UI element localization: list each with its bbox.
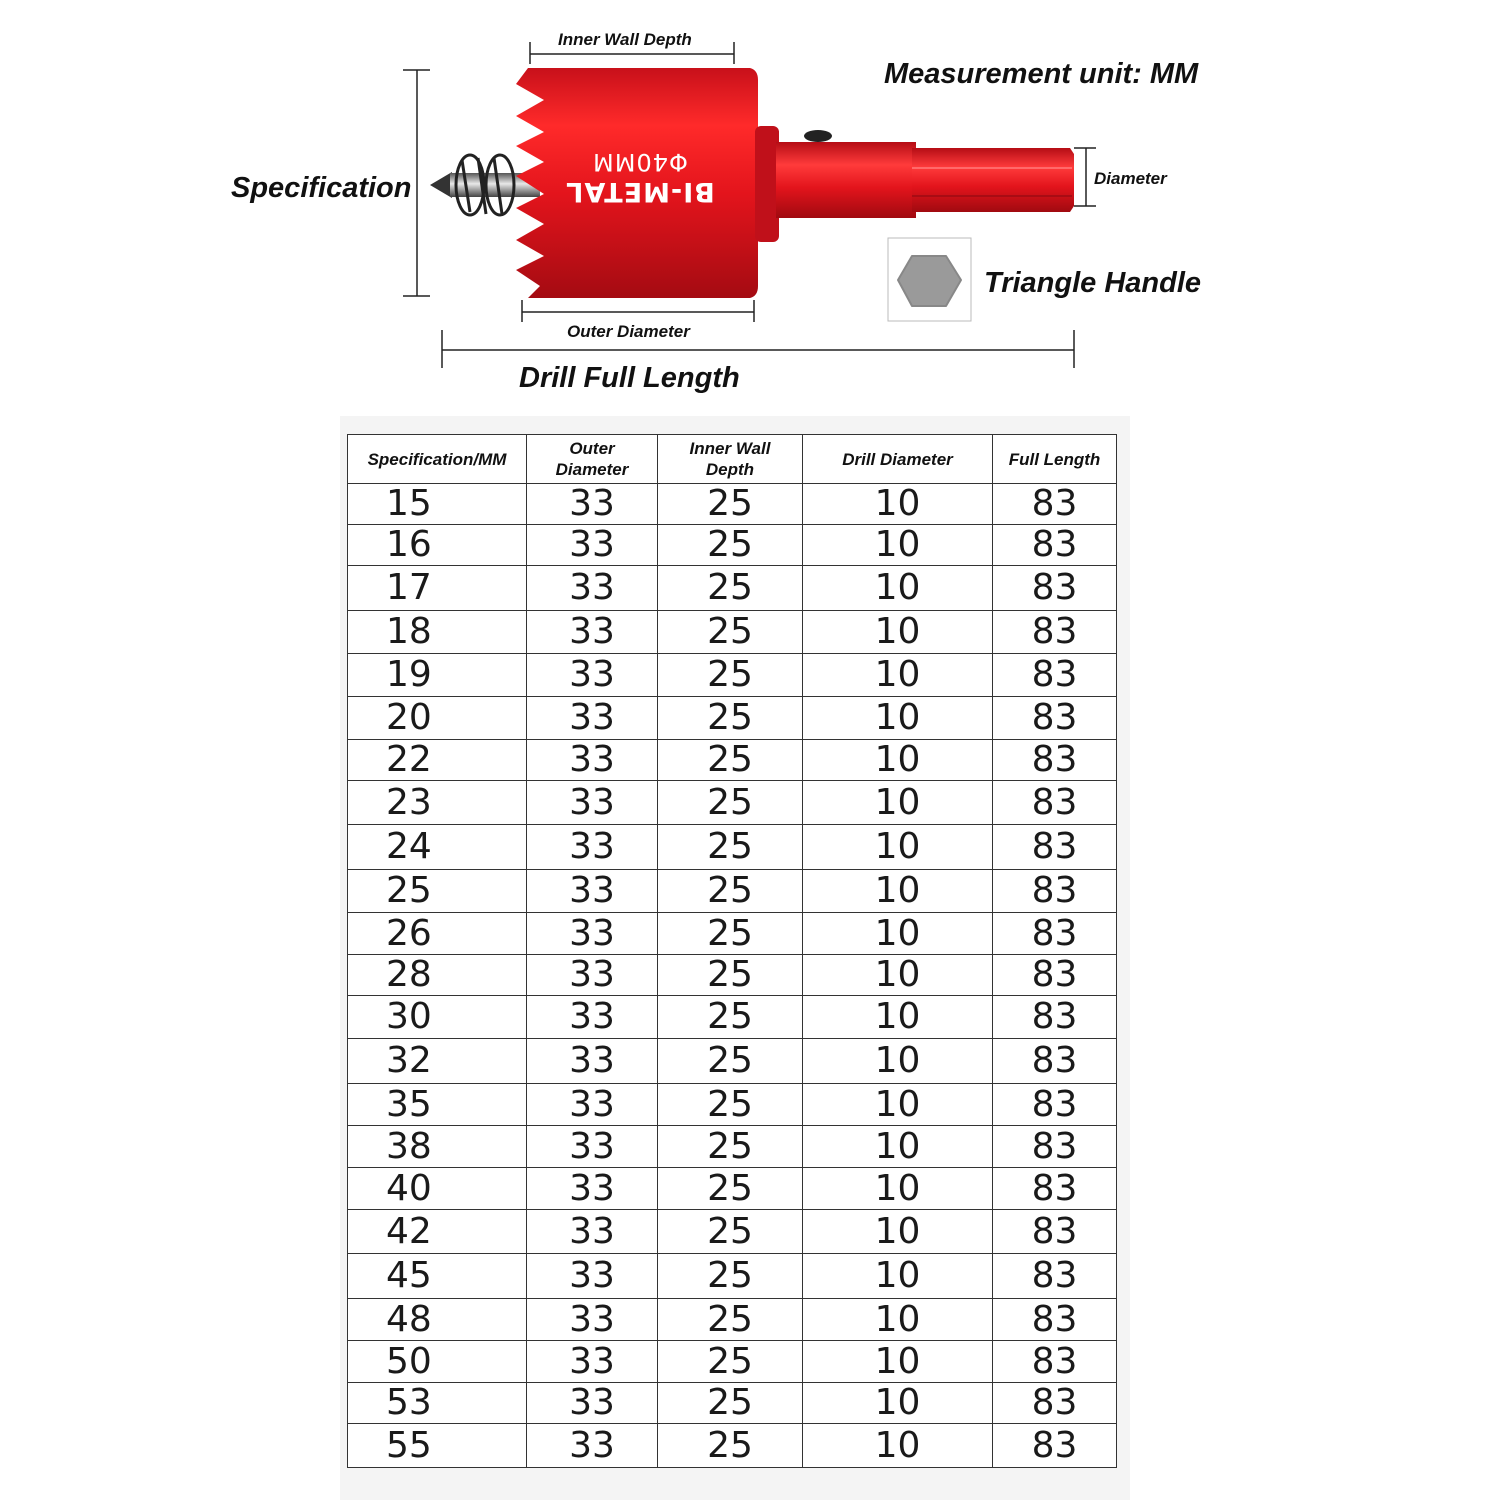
cell-drill-diameter: 10: [803, 870, 993, 913]
inner-wall-depth-label: Inner Wall Depth: [558, 30, 692, 49]
cell-drill-diameter: 10: [803, 913, 993, 955]
table-row: [348, 525, 1117, 566]
table-row: [348, 1383, 1117, 1424]
cell-full-length: 83: [993, 1039, 1117, 1084]
cell-full-length: 83: [993, 1084, 1117, 1126]
table-row: [348, 1084, 1117, 1126]
cell-drill-diameter: 10: [803, 1299, 993, 1341]
body-print: [560, 148, 720, 207]
triangle-handle-label: Triangle Handle: [984, 267, 1202, 299]
cell-specification: 45: [348, 1254, 527, 1299]
hole-saw-diagram: [0, 0, 1500, 410]
cell-drill-diameter: 10: [803, 825, 993, 870]
header-full-length-text: Full Length: [1008, 449, 1101, 469]
cell-full-length: 83: [993, 525, 1117, 566]
cell-full-length: 83: [993, 566, 1117, 611]
diameter-dimension: [1074, 148, 1096, 206]
cell-outer-diameter: 33: [527, 611, 658, 654]
cell-drill-diameter: 10: [803, 740, 993, 781]
header-drill-diameter-text: Drill Diameter: [842, 449, 953, 469]
header-specification: [348, 435, 527, 484]
cell-drill-diameter: 10: [803, 1383, 993, 1424]
cell-specification: 30: [348, 996, 527, 1039]
cell-specification: 22: [348, 740, 527, 781]
cell-drill-diameter: 10: [803, 1424, 993, 1468]
cell-drill-diameter: 10: [803, 697, 993, 740]
cell-full-length: 83: [993, 1424, 1117, 1468]
cell-outer-diameter: 33: [527, 870, 658, 913]
table-row: [348, 566, 1117, 611]
cell-outer-diameter: 33: [527, 825, 658, 870]
cell-outer-diameter: 33: [527, 1299, 658, 1341]
cell-inner-wall-depth: 25: [658, 1039, 803, 1084]
cell-outer-diameter: 33: [527, 781, 658, 825]
outer-diameter-dimension: [522, 300, 754, 322]
outer-diameter-label: Outer Diameter: [567, 322, 690, 341]
cell-specification: 19: [348, 654, 527, 697]
cell-inner-wall-depth: 25: [658, 1084, 803, 1126]
cell-inner-wall-depth: 25: [658, 1210, 803, 1254]
cell-outer-diameter: 33: [527, 1383, 658, 1424]
cell-inner-wall-depth: 25: [658, 611, 803, 654]
cell-full-length: 83: [993, 697, 1117, 740]
cell-drill-diameter: 10: [803, 1254, 993, 1299]
cell-specification: 23: [348, 781, 527, 825]
cell-outer-diameter: 33: [527, 1424, 658, 1468]
table-row: [348, 697, 1117, 740]
cell-inner-wall-depth: 25: [658, 870, 803, 913]
cell-drill-diameter: 10: [803, 1210, 993, 1254]
table-row: [348, 1254, 1117, 1299]
cell-full-length: 83: [993, 825, 1117, 870]
cell-drill-diameter: 10: [803, 996, 993, 1039]
cell-outer-diameter: 33: [527, 955, 658, 996]
cell-drill-diameter: 10: [803, 1084, 993, 1126]
cell-drill-diameter: 10: [803, 1341, 993, 1383]
header-outer-diameter: [527, 435, 658, 484]
cell-outer-diameter: 33: [527, 525, 658, 566]
cell-full-length: 83: [993, 1254, 1117, 1299]
header-outer-diameter-line1: Outer: [569, 439, 615, 458]
cell-specification: 32: [348, 1039, 527, 1084]
cell-inner-wall-depth: 25: [658, 697, 803, 740]
cell-specification: 28: [348, 955, 527, 996]
cell-inner-wall-depth: 25: [658, 1341, 803, 1383]
cell-full-length: 83: [993, 1210, 1117, 1254]
cell-outer-diameter: 33: [527, 1210, 658, 1254]
cell-inner-wall-depth: 25: [658, 955, 803, 996]
cell-full-length: 83: [993, 1341, 1117, 1383]
cell-full-length: 83: [993, 955, 1117, 996]
cell-inner-wall-depth: 25: [658, 913, 803, 955]
header-drill-diameter: [803, 435, 993, 484]
cell-outer-diameter: 33: [527, 654, 658, 697]
cell-drill-diameter: 10: [803, 1126, 993, 1168]
cell-outer-diameter: 33: [527, 740, 658, 781]
header-inner-wall-depth-line1: Inner Wall: [689, 439, 771, 458]
header-inner-wall-depth-line2: Depth: [705, 460, 755, 479]
table-row: [348, 654, 1117, 697]
spec-table-body: [348, 484, 1117, 1468]
body-print-line2: Φ40MM: [592, 148, 688, 176]
table-row: [348, 1168, 1117, 1210]
drill-full-length-label: Drill Full Length: [519, 362, 740, 394]
cell-inner-wall-depth: 25: [658, 740, 803, 781]
table-row: [348, 825, 1117, 870]
spec-table: [347, 434, 1117, 1468]
table-row: [348, 1039, 1117, 1084]
cell-full-length: 83: [993, 1383, 1117, 1424]
cell-specification: 15: [348, 484, 527, 525]
cell-outer-diameter: 33: [527, 697, 658, 740]
cell-drill-diameter: 10: [803, 611, 993, 654]
cell-specification: 18: [348, 611, 527, 654]
cell-full-length: 83: [993, 996, 1117, 1039]
cell-drill-diameter: 10: [803, 955, 993, 996]
table-row: [348, 955, 1117, 996]
table-row: [348, 870, 1117, 913]
diameter-label: Diameter: [1094, 169, 1167, 188]
cell-drill-diameter: 10: [803, 566, 993, 611]
cell-drill-diameter: 10: [803, 525, 993, 566]
table-header-row: [348, 435, 1117, 484]
cell-outer-diameter: 33: [527, 996, 658, 1039]
table-row: [348, 1126, 1117, 1168]
cell-full-length: 83: [993, 740, 1117, 781]
cell-inner-wall-depth: 25: [658, 484, 803, 525]
cell-full-length: 83: [993, 1126, 1117, 1168]
cell-full-length: 83: [993, 1168, 1117, 1210]
hole-saw-illustration: [0, 0, 1500, 410]
cell-full-length: 83: [993, 870, 1117, 913]
header-specification-text: Specification/MM: [367, 449, 507, 469]
specification-label: Specification: [231, 172, 412, 204]
table-row: [348, 1424, 1117, 1468]
table-row: [348, 1299, 1117, 1341]
cell-full-length: 83: [993, 781, 1117, 825]
cell-drill-diameter: 10: [803, 1039, 993, 1084]
cell-inner-wall-depth: 25: [658, 781, 803, 825]
table-row: [348, 781, 1117, 825]
cell-inner-wall-depth: 25: [658, 654, 803, 697]
measurement-unit-label: Measurement unit: MM: [884, 58, 1199, 90]
cell-specification: 24: [348, 825, 527, 870]
table-row: [348, 1210, 1117, 1254]
cell-drill-diameter: 10: [803, 484, 993, 525]
cell-inner-wall-depth: 25: [658, 1424, 803, 1468]
header-outer-diameter-line2: Diameter: [555, 460, 629, 479]
table-row: [348, 913, 1117, 955]
cell-inner-wall-depth: 25: [658, 825, 803, 870]
cell-specification: 20: [348, 697, 527, 740]
cell-inner-wall-depth: 25: [658, 566, 803, 611]
cell-outer-diameter: 33: [527, 1084, 658, 1126]
cell-inner-wall-depth: 25: [658, 1254, 803, 1299]
cell-specification: 50: [348, 1341, 527, 1383]
cell-outer-diameter: 33: [527, 484, 658, 525]
cell-outer-diameter: 33: [527, 566, 658, 611]
table-row: [348, 996, 1117, 1039]
cell-specification: 40: [348, 1168, 527, 1210]
cell-outer-diameter: 33: [527, 1341, 658, 1383]
header-full-length: [993, 435, 1117, 484]
cell-full-length: 83: [993, 913, 1117, 955]
cell-drill-diameter: 10: [803, 1168, 993, 1210]
cell-inner-wall-depth: 25: [658, 1126, 803, 1168]
cell-specification: 35: [348, 1084, 527, 1126]
cell-inner-wall-depth: 25: [658, 1383, 803, 1424]
cell-inner-wall-depth: 25: [658, 525, 803, 566]
cell-full-length: 83: [993, 1299, 1117, 1341]
hex-handle-icon: [888, 238, 971, 321]
cell-full-length: 83: [993, 611, 1117, 654]
cell-outer-diameter: 33: [527, 1168, 658, 1210]
cell-drill-diameter: 10: [803, 781, 993, 825]
cell-outer-diameter: 33: [527, 1254, 658, 1299]
cell-specification: 48: [348, 1299, 527, 1341]
cell-specification: 53: [348, 1383, 527, 1424]
table-row: [348, 1341, 1117, 1383]
table-row: [348, 484, 1117, 525]
cell-outer-diameter: 33: [527, 1039, 658, 1084]
cell-full-length: 83: [993, 484, 1117, 525]
cell-specification: 17: [348, 566, 527, 611]
body-print-line1: BI-METAL: [565, 176, 715, 207]
cell-specification: 16: [348, 525, 527, 566]
cell-full-length: 83: [993, 654, 1117, 697]
cell-outer-diameter: 33: [527, 913, 658, 955]
table-row: [348, 740, 1117, 781]
cell-outer-diameter: 33: [527, 1126, 658, 1168]
cell-drill-diameter: 10: [803, 654, 993, 697]
cell-specification: 38: [348, 1126, 527, 1168]
cell-inner-wall-depth: 25: [658, 1168, 803, 1210]
spec-table-panel: [340, 416, 1130, 1500]
cell-specification: 26: [348, 913, 527, 955]
cell-specification: 42: [348, 1210, 527, 1254]
arbor-shank: [755, 126, 1074, 242]
table-row: [348, 611, 1117, 654]
cell-inner-wall-depth: 25: [658, 1299, 803, 1341]
cell-specification: 55: [348, 1424, 527, 1468]
cell-inner-wall-depth: 25: [658, 996, 803, 1039]
cell-specification: 25: [348, 870, 527, 913]
header-inner-wall-depth: [658, 435, 803, 484]
